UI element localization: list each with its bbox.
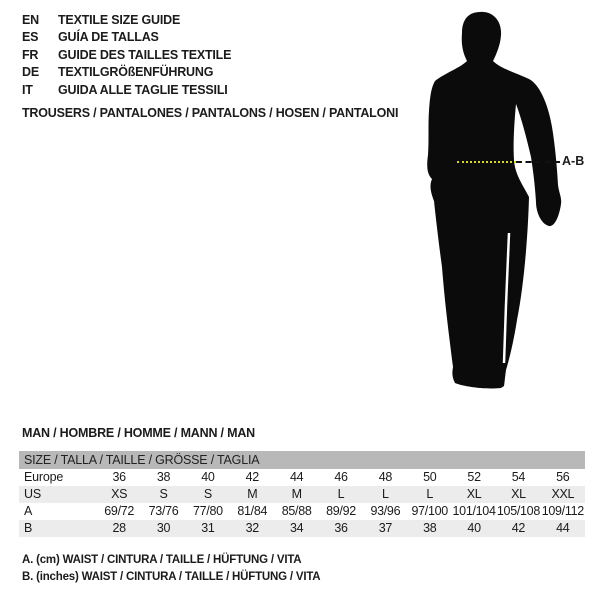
language-line [22,64,231,82]
language-label: TEXTILE SIZE GUIDE [58,12,181,27]
size-cell: 40 [467,521,481,535]
size-cell: 77/80 [193,504,223,518]
language-code: IT [22,82,33,97]
measurement-notes [22,552,320,585]
size-cell: 32 [245,521,259,535]
size-cell: 42 [245,470,259,484]
language-line [22,81,231,99]
size-cell: S [159,487,168,501]
language-code: FR [22,47,39,62]
size-cell: 52 [467,470,481,484]
garment-title: TROUSERS / PANTALONES / PANTALONS / HOSEN / PANTALONI [22,106,399,120]
row-label: B [24,521,33,535]
size-cell: 85/88 [281,504,312,518]
table-row [19,486,585,503]
table-row [19,469,585,486]
size-cell: 54 [511,470,526,484]
size-cell: 42 [511,521,526,535]
size-cell: 36 [112,470,126,484]
size-cell: XXL [551,487,575,501]
language-label: GUÍA DE TALLAS [58,30,159,45]
size-table-body [19,469,585,537]
size-cell: XS [111,487,128,501]
size-cell: 56 [556,470,570,484]
size-cell: 28 [112,521,126,535]
size-table [19,451,585,537]
size-cell: 97/100 [411,504,448,518]
table-row [19,503,585,520]
size-cell: 30 [156,521,171,535]
note-waist-inches: B. (inches) WAIST / CINTURA / TAILLE / HÜFTUNG / VITA [22,570,321,583]
language-label: GUIDE DES TAILLES TEXTILE [58,47,232,62]
waist-measure-label: A-B [562,154,585,168]
language-line [22,11,231,29]
size-cell: 34 [289,521,304,535]
size-cell: 46 [334,470,348,484]
language-code: DE [22,65,39,80]
size-cell: 73/76 [148,504,179,518]
waist-measure-line-black [516,161,560,163]
size-cell: 44 [556,521,570,535]
language-list [22,11,231,99]
row-label: US [24,487,41,501]
size-cell: L [426,487,434,501]
size-cell: S [203,487,212,501]
size-cell: 38 [156,470,171,484]
size-cell: XL [466,487,482,501]
row-label: A [24,504,33,518]
size-cell: 101/104 [452,504,496,518]
size-cell: L [337,487,345,501]
language-line [22,46,231,64]
language-line [22,29,231,47]
size-cell: 109/112 [541,504,584,518]
table-row [19,520,585,537]
size-cell: 93/96 [370,504,401,518]
waist-measure-line-yellow [457,161,516,163]
size-cell: 50 [423,470,437,484]
row-label: Europe [24,470,64,484]
language-code: EN [22,12,39,27]
size-cell: 89/92 [326,504,356,518]
size-cell: 31 [201,521,215,535]
size-cell: L [382,487,389,501]
size-cell: 48 [378,470,392,484]
man-silhouette-icon [405,5,575,395]
language-code: ES [22,30,39,45]
language-label: GUIDA ALLE TAGLIE TESSILI [58,82,228,97]
size-cell: 81/84 [237,504,268,518]
size-cell: M [291,487,302,501]
size-cell: 37 [378,521,392,535]
size-cell: M [247,487,258,501]
size-cell: XL [511,487,526,501]
size-table-header: SIZE / TALLA / TAILLE / GRÖSSE / TAGLIA [19,451,585,469]
size-cell: 38 [423,521,437,535]
size-cell: 105/108 [496,504,540,518]
size-cell: 44 [289,470,304,484]
size-cell: 36 [334,521,348,535]
size-cell: 69/72 [104,504,135,518]
language-label: TEXTILGRÖßENFÜHRUNG [58,65,214,80]
section-title-man: MAN / HOMBRE / HOMME / MANN / MAN [22,426,255,440]
note-waist-cm: A. (cm) WAIST / CINTURA / TAILLE / HÜFTUNG / VITA [22,554,302,566]
size-cell: 40 [201,470,215,484]
